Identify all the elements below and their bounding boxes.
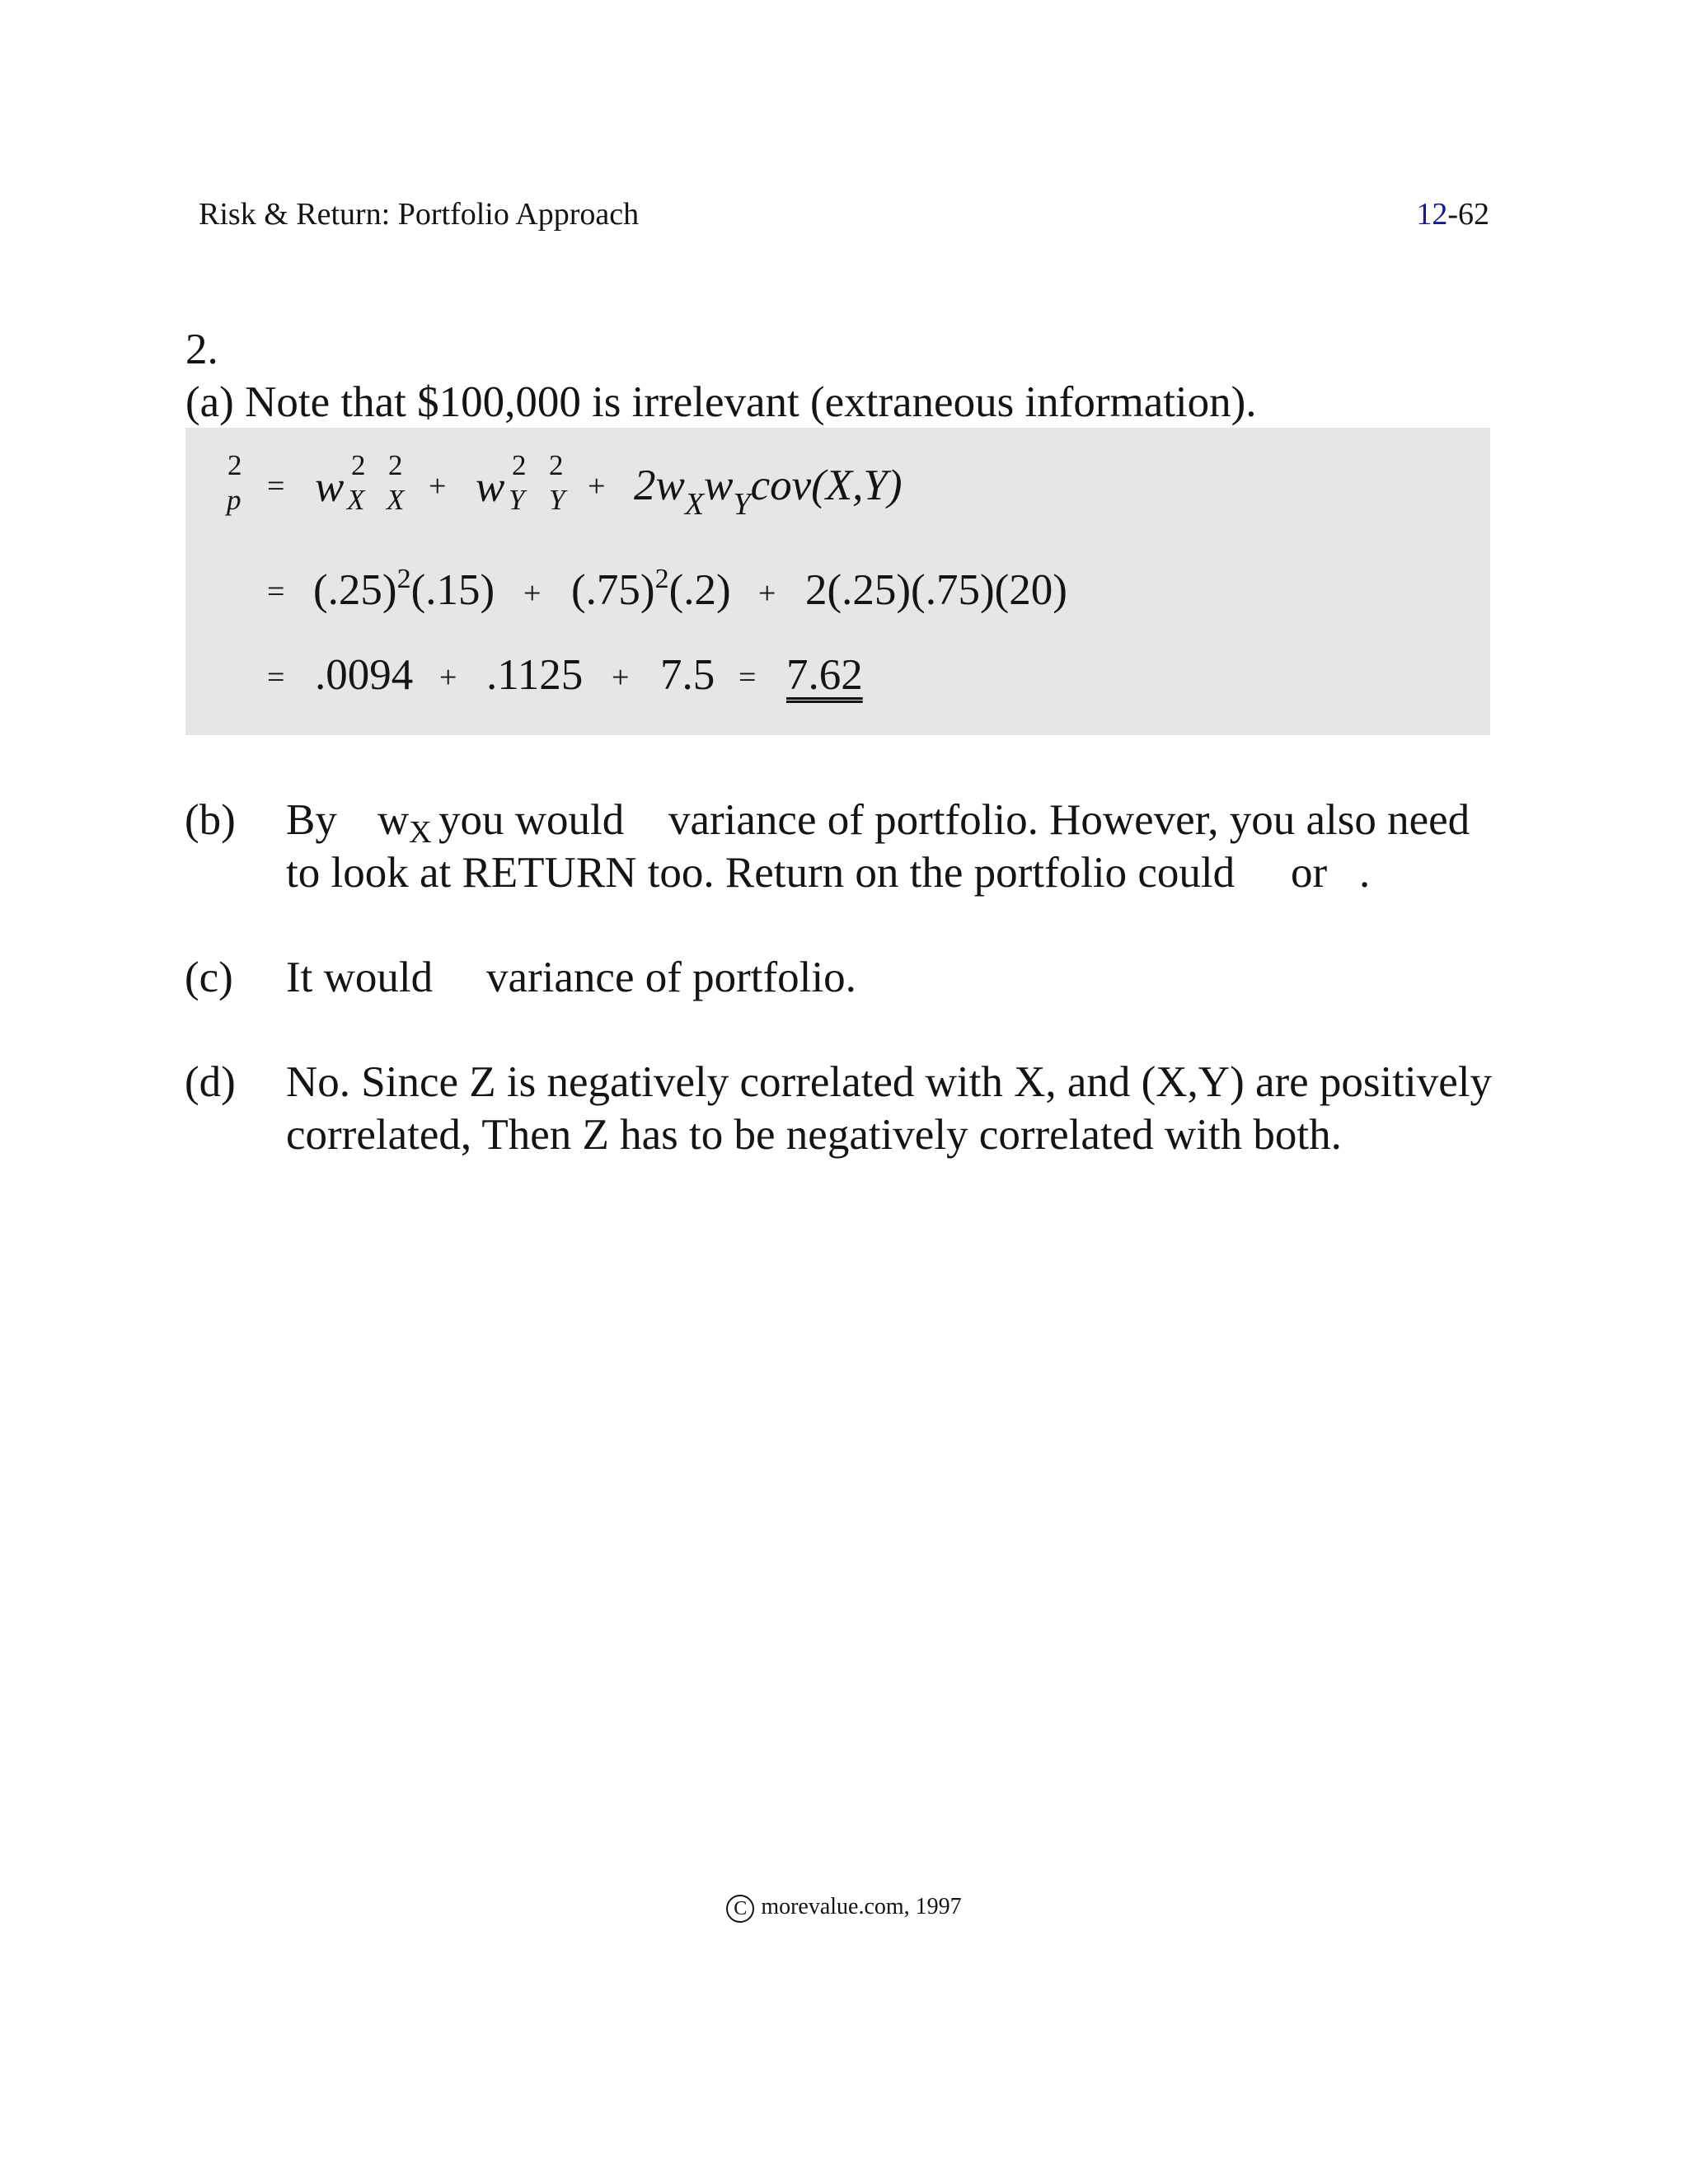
plus-sign: +	[429, 469, 447, 504]
part-c-text-b: variance of portfolio.	[486, 954, 856, 1001]
exponent: 2	[396, 564, 411, 594]
copyright-icon: C	[726, 1895, 754, 1923]
cov-function: cov(X,Y)	[750, 462, 903, 509]
substitution-term-3: 2(.25)(.75)(20)	[805, 566, 1067, 614]
part-b-you-would: you would	[438, 796, 625, 844]
page-suffix: -62	[1447, 197, 1489, 232]
cov-coefficient: 2w	[634, 462, 685, 509]
weight-x-sub: X	[347, 484, 365, 516]
part-d-label: (d)	[185, 1058, 236, 1106]
part-c-label: (c)	[185, 954, 233, 1001]
equals-sign: =	[267, 469, 285, 504]
substitution-term-2	[571, 564, 731, 614]
value-2: .1125	[486, 651, 584, 699]
plus-sign: +	[588, 469, 606, 504]
cov-sub-x: X	[684, 487, 705, 522]
copyright-footer	[0, 1894, 1688, 1923]
part-d-text: No. Since Z is negatively correlated with X, and (X,Y) are positively correlated, Then Z has to be negatively correlated with both.	[286, 1058, 1492, 1159]
copyright-text: morevalue.com, 1997	[761, 1894, 962, 1919]
weight-y-value: (.75)	[571, 566, 655, 614]
value-1: .0094	[315, 651, 414, 699]
running-header-title: Risk & Return: Portfolio Approach	[199, 197, 640, 232]
part-b-text-line2: to look at RETURN too. Return on the portfolio could	[286, 849, 1236, 897]
plus-sign: +	[523, 576, 542, 611]
sigma-y-sup: 2	[549, 449, 564, 481]
equals-sign: =	[267, 660, 285, 695]
equals-sign: =	[267, 574, 285, 609]
part-c-text-a: It would	[286, 954, 434, 1001]
weight-x-sup: 2	[351, 449, 366, 481]
chapter-number: 12	[1416, 197, 1448, 232]
covariance-term	[634, 462, 903, 522]
cov-sub-y: Y	[733, 487, 751, 522]
question-number: 2.	[185, 326, 218, 373]
part-b-or: or	[1291, 849, 1328, 897]
exponent: 2	[654, 564, 669, 594]
portfolio-variance-result: 7.62	[786, 651, 863, 699]
sigma-y-sub: Y	[549, 484, 565, 516]
sigma-x-sup: 2	[388, 449, 403, 481]
page-number	[1416, 196, 1489, 232]
equals-sign: =	[738, 660, 757, 695]
plus-sign: +	[439, 660, 457, 695]
part-b-weight	[377, 794, 432, 851]
part-a-text: (a) Note that $100,000 is irrelevant (extraneous information).	[185, 378, 1257, 426]
weight-subscript: X	[409, 815, 432, 850]
plus-sign: +	[612, 660, 630, 695]
part-b-period: .	[1359, 849, 1371, 897]
weight-x-value: (.25)	[313, 566, 397, 614]
sigma-x-sub: X	[387, 484, 405, 516]
weight-symbol: w	[377, 796, 410, 844]
weight-y: w	[476, 463, 505, 511]
part-b-label: (b)	[185, 796, 236, 844]
weight-x: w	[315, 463, 345, 511]
sigma-p-sup: 2	[227, 449, 242, 481]
sigma-p-sub: p	[227, 484, 241, 516]
variance-y-value: (.2)	[668, 566, 731, 614]
part-b-text-line1: variance of portfolio. However, you also need	[668, 796, 1470, 844]
substitution-term-1	[313, 564, 495, 614]
plus-sign: +	[758, 576, 776, 611]
value-3: 7.5	[660, 651, 715, 699]
variance-x-value: (.15)	[410, 566, 495, 614]
cov-weight-y: w	[704, 462, 734, 509]
weight-y-sup: 2	[512, 449, 527, 481]
weight-y-sub: Y	[509, 484, 525, 516]
formula-box	[185, 428, 1490, 735]
part-b-by: By	[286, 796, 337, 844]
